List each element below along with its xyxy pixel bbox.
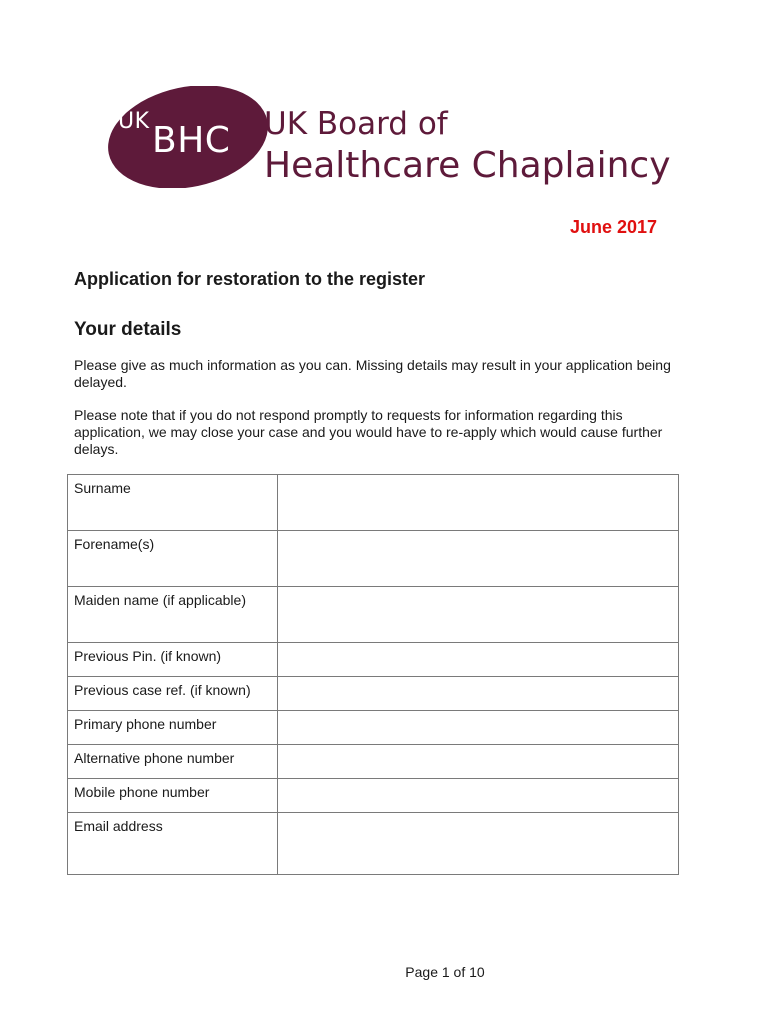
field-input-forenames[interactable] (278, 531, 679, 587)
field-input-previous-case-ref[interactable] (278, 677, 679, 711)
form-row-forenames (68, 531, 679, 587)
form-row-mobile-phone (68, 779, 679, 813)
form-row-previous-case-ref (68, 677, 679, 711)
field-label-mobile-phone: Mobile phone number (68, 779, 278, 813)
document-title: Application for restoration to the register (74, 269, 426, 289)
logo-text-line2: Healthcare Chaplaincy (264, 145, 671, 186)
instruction-paragraph-2: Please note that if you do not respond promptly to requests for information regarding this application, we may close your case and you would have to re-apply which would cause further delays. (74, 407, 663, 457)
field-label-surname: Surname (68, 475, 278, 531)
form-row-alternative-phone (68, 745, 679, 779)
details-form-table (67, 474, 679, 875)
form-row-maiden-name (68, 587, 679, 643)
ukbhc-logo (106, 86, 671, 196)
field-input-primary-phone[interactable] (278, 711, 679, 745)
form-row-surname (68, 475, 679, 531)
form-row-email (68, 813, 679, 875)
field-label-previous-case-ref: Previous case ref. (if known) (68, 677, 278, 711)
logo-mark-bhc: BHC (152, 120, 231, 161)
field-label-email: Email address (68, 813, 278, 875)
field-label-alternative-phone: Alternative phone number (68, 745, 278, 779)
field-input-mobile-phone[interactable] (278, 779, 679, 813)
field-input-maiden-name[interactable] (278, 587, 679, 643)
section-title-your-details: Your details (74, 319, 182, 340)
form-row-previous-pin (68, 643, 679, 677)
field-input-alternative-phone[interactable] (278, 745, 679, 779)
field-label-maiden-name: Maiden name (if applicable) (68, 587, 278, 643)
field-label-forenames: Forename(s) (68, 531, 278, 587)
logo-text-line1: UK Board of (264, 106, 448, 142)
form-row-primary-phone (68, 711, 679, 745)
page-footer (0, 964, 770, 980)
field-input-previous-pin[interactable] (278, 643, 679, 677)
logo-mark-uk: UK (118, 109, 150, 134)
field-label-previous-pin: Previous Pin. (if known) (68, 643, 278, 677)
instruction-paragraph-1: Please give as much information as you can. Missing details may result in your application being delayed. (74, 357, 671, 390)
page-number: Page 1 of 10 (405, 964, 485, 980)
field-input-email[interactable] (278, 813, 679, 875)
field-label-primary-phone: Primary phone number (68, 711, 278, 745)
document-date: June 2017 (569, 217, 657, 237)
field-input-surname[interactable] (278, 475, 679, 531)
